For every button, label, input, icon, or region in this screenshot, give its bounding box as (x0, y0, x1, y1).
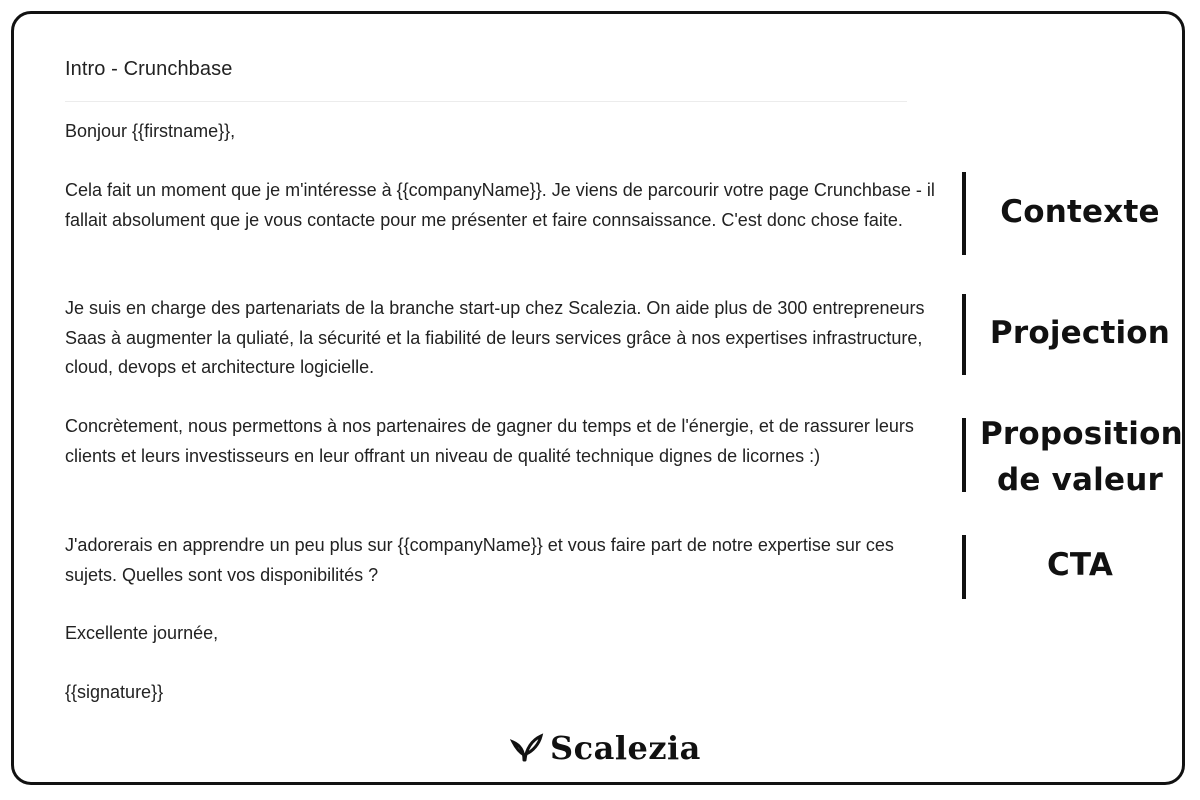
annotation-bar-projection (962, 294, 966, 375)
email-closing: Excellente journée, (65, 623, 219, 643)
annotation-label-proposition: Proposition de valeur (980, 416, 1183, 498)
email-signature: {{signature}} (65, 682, 164, 702)
sprout-icon (510, 733, 544, 763)
email-greeting: Bonjour {{firstname}}, (65, 121, 236, 141)
email-paragraph-cta: J'adorerais en apprendre un peu plus sur {{companyName}} et vous faire part de notre expertise sur ces sujets. Quelles sont vos disponibilités ? (65, 535, 894, 585)
email-paragraph-value-proposition: Concrètement, nous permettons à nos partenaires de gagner du temps et de l'énergie, et de rassurer leurs clients et leurs investisseurs en leur offrant un niveau de qualité technique dignes de licornes :) (65, 416, 914, 466)
annotation-label-cta: CTA (1046, 547, 1114, 583)
annotation-bar-contexte (962, 172, 966, 255)
subject-divider (65, 101, 907, 102)
email-paragraph-projection: Je suis en charge des partenariats de la branche start-up chez Scalezia. On aide plus de 300 entrepreneurs Saas à augmenter la quliaté, la sécurité et la fiabilité de leurs services grâce à nos expertises infrastructure, cloud, devops et architecture logicielle. (65, 298, 925, 377)
annotation-bar-cta (962, 535, 966, 599)
email-paragraph-context: Cela fait un moment que je m'intéresse à {{companyName}}. Je viens de parcourir votre page Crunchbase - il fallait absolument que je vous contacte pour me présenter et faire connsaissance. C'est donc chose faite. (65, 180, 935, 230)
scalezia-logo (510, 726, 701, 770)
annotation-label-contexte: Contexte (1000, 194, 1160, 230)
annotation-label-projection: Projection (989, 315, 1171, 351)
brand-name: Scalezia (550, 729, 701, 767)
annotation-bar-proposition (962, 418, 966, 492)
email-subject: Intro - Crunchbase (65, 58, 233, 80)
